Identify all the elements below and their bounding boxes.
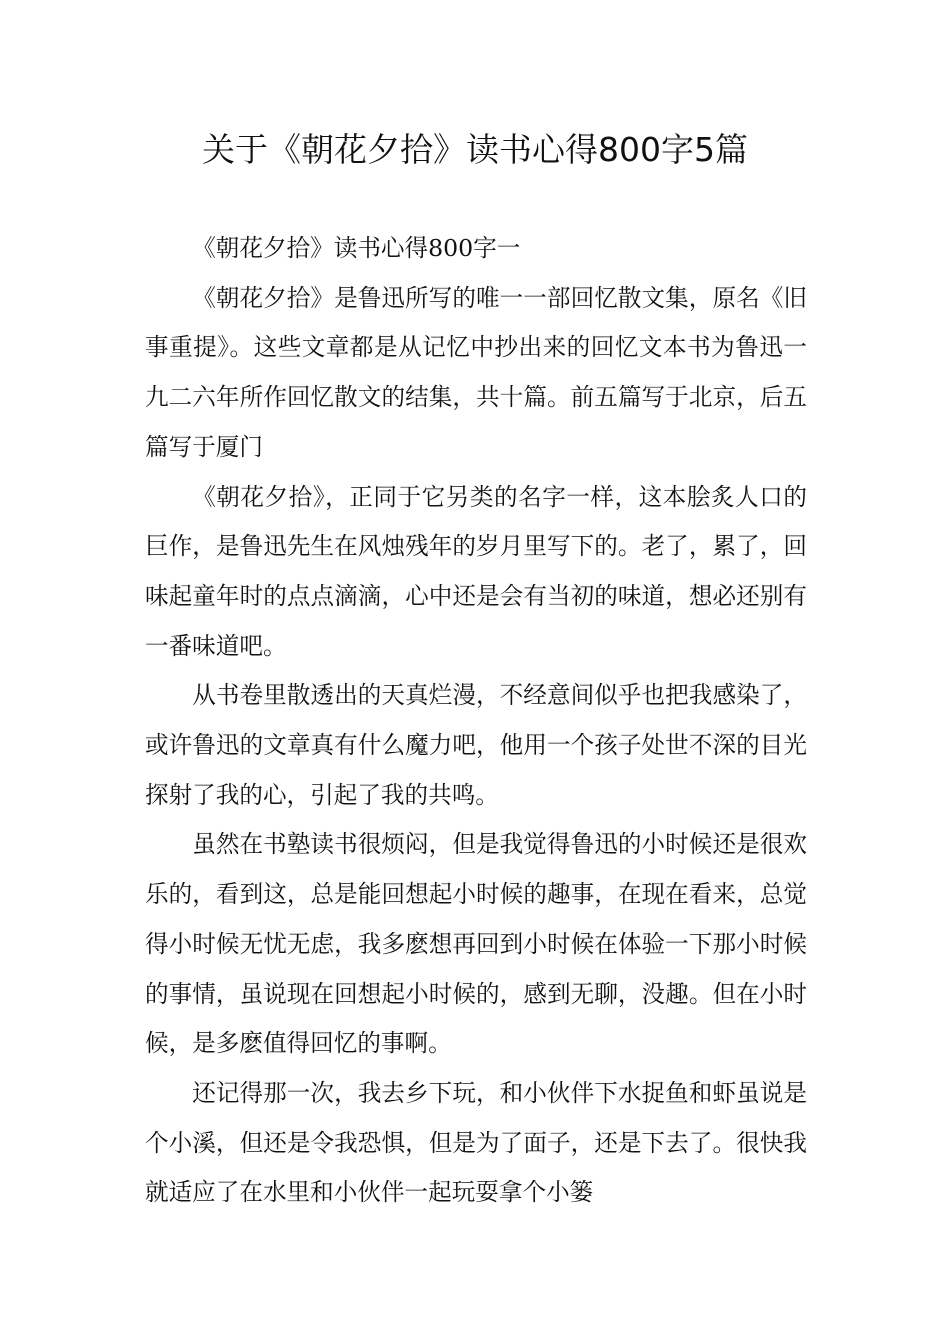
paragraph-4: 从书卷里散透出的天真烂漫，不经意间似乎也把我感染了，或许鲁迅的文章真有什么魔力吧，他用一个孩子处世不深的目光探射了我的心，引起了我的共鸣。 xyxy=(145,681,807,809)
paragraph-1: 《朝花夕拾》读书心得800字一 xyxy=(192,234,521,262)
paragraph-6: 还记得那一次，我去乡下玩，和小伙伴下水捉鱼和虾虽说是个小溪，但还是令我恐惧，但是为了面子，还是下去了。很快我就适应了在水里和小伙伴一起玩耍拿个小篓 xyxy=(145,1078,807,1207)
document-body xyxy=(145,224,807,1218)
paragraph-3: 《朝花夕拾》，正同于它另类的名字一样，这本脍炙人口的巨作，是鲁迅先生在风烛残年的岁月里写下的。老了，累了，回味起童年时的点点滴滴，心中还是会有当初的味道，想必还别有一番味道吧。 xyxy=(145,482,807,660)
document-title: 关于《朝花夕拾》读书心得800字5篇 xyxy=(202,130,748,169)
paragraph-5: 虽然在书塾读书很烦闷，但是我觉得鲁迅的小时候还是很欢乐的，看到这，总是能回想起小时候的趣事，在现在看来，总觉得小时候无忧无虑，我多麽想再回到小时候在体验一下那小时候的事情，虽说现在回想起小时候的，感到无聊，没趣。但在小时候，是多麽值得回忆的事啊。 xyxy=(145,830,807,1058)
paragraph-2: 《朝花夕拾》是鲁迅所写的唯一一部回忆散文集，原名《旧事重提》。这些文章都是从记忆中抄出来的回忆文本书为鲁迅一九二六年所作回忆散文的结集，共十篇。前五篇写于北京，后五篇写于厦门 xyxy=(145,283,807,461)
